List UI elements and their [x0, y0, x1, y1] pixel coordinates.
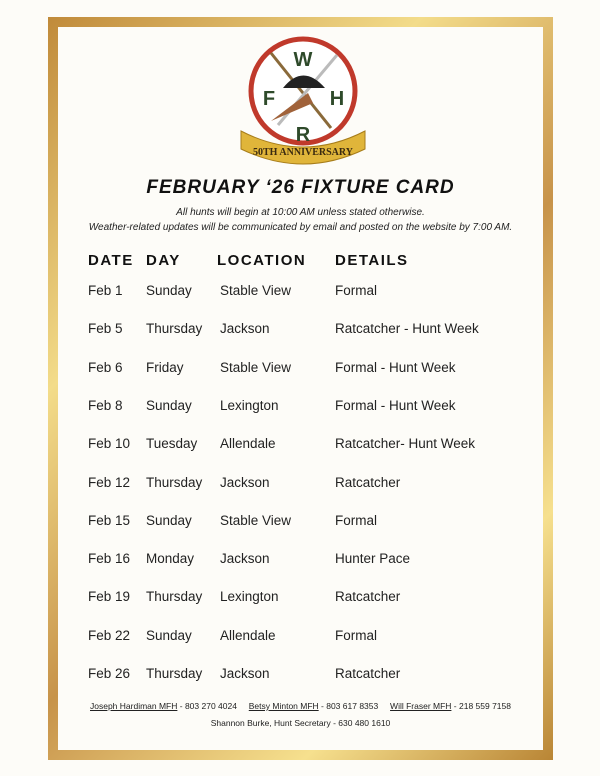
contact-phone: - 803 270 4024 [177, 701, 237, 711]
fixture-details: Ratcatcher- Hunt Week [335, 436, 476, 452]
fixture-details: Hunter Pace [335, 551, 411, 567]
contact-phone: - 218 559 7158 [451, 701, 511, 711]
fixture-card [58, 27, 543, 750]
fixture-details: Formal [335, 283, 378, 298]
secretary-line: Shannon Burke, Hunt Secretary - 630 480 1610 [210, 718, 391, 728]
fixture-location: Stable View [220, 359, 292, 375]
fixture-location: Jackson [220, 474, 270, 490]
fixture-date: Feb 8 [88, 397, 123, 413]
fixture-date: Feb 10 [88, 436, 131, 452]
fixture-date: Feb 19 [88, 589, 131, 605]
svg-text:R: R [295, 124, 311, 146]
club-logo [233, 33, 373, 169]
page-title: FEBRUARY ‘26 FIXTURE CARD [146, 177, 455, 198]
fixture-row [58, 398, 543, 418]
fixture-date: Feb 15 [88, 512, 131, 528]
header-location: LOCATION [217, 252, 307, 269]
fixture-date: Feb 26 [88, 666, 131, 681]
start-time-note: All hunts will begin at 10:00 AM unless stated otherwise. [176, 207, 425, 218]
fixture-details: Formal [335, 627, 378, 643]
fixture-day: Friday [146, 359, 184, 375]
fixture-location: Lexington [220, 397, 279, 413]
fixture-date: Feb 5 [88, 321, 123, 337]
fixture-row [58, 666, 543, 686]
fixture-row [58, 551, 543, 571]
fixture-location: Stable View [220, 512, 292, 528]
fixture-location: Lexington [220, 589, 279, 605]
contact-phone: - 803 617 8353 [318, 701, 379, 711]
weather-note: Weather-related updates will be communicated by email and posted on the website by 7:00 AM. [88, 222, 513, 233]
contact-name[interactable]: Joseph Hardiman MFH [90, 701, 178, 711]
fixture-location: Stable View [220, 283, 292, 298]
fixture-row [58, 436, 543, 456]
fixture-date: Feb 1 [88, 283, 123, 298]
fixture-details: Ratcatcher [335, 589, 401, 605]
fixture-day: Thursday [146, 474, 203, 490]
fixture-location: Jackson [220, 666, 270, 681]
header-day: DAY [146, 252, 181, 269]
fixture-row [58, 321, 543, 341]
fixture-date: Feb 12 [88, 474, 131, 490]
fixture-row [58, 628, 543, 648]
fixture-row [58, 475, 543, 495]
fixture-date: Feb 6 [88, 359, 123, 375]
fixture-day: Thursday [146, 589, 203, 605]
fixture-details: Formal - Hunt Week [335, 359, 456, 375]
fixture-location: Allendale [220, 627, 276, 643]
svg-text:W: W [293, 49, 313, 71]
fixture-row [58, 513, 543, 533]
fixture-details: Formal [335, 512, 378, 528]
fixture-details: Ratcatcher [335, 474, 401, 490]
header-date: DATE [88, 252, 134, 269]
fixture-date: Feb 16 [88, 551, 131, 567]
fixture-location: Jackson [220, 551, 270, 567]
fixture-details: Formal - Hunt Week [335, 397, 456, 413]
fixture-day: Sunday [146, 627, 192, 643]
fixture-details: Ratcatcher - Hunt Week [335, 321, 479, 337]
contact-name[interactable]: Betsy Minton MFH [248, 701, 319, 711]
contact-name[interactable]: Will Fraser MFH [390, 701, 452, 711]
svg-text:50TH ANNIVERSARY: 50TH ANNIVERSARY [253, 147, 353, 158]
contacts-line [58, 701, 543, 711]
fixture-day: Thursday [146, 666, 203, 681]
svg-text:H: H [329, 88, 345, 110]
fixture-row [58, 283, 543, 303]
svg-text:F: F [262, 88, 276, 110]
fixture-day: Monday [146, 551, 195, 567]
fixture-location: Allendale [220, 436, 276, 452]
fixture-day: Thursday [146, 321, 203, 337]
fixture-row [58, 589, 543, 609]
fixture-day: Sunday [146, 512, 192, 528]
fixture-row [58, 360, 543, 380]
fixture-day: Sunday [146, 283, 192, 298]
fixture-day: Sunday [146, 397, 192, 413]
fixture-date: Feb 22 [88, 627, 131, 643]
header-details: DETAILS [335, 252, 409, 269]
fixture-day: Tuesday [146, 436, 198, 452]
fixture-location: Jackson [220, 321, 270, 337]
fixture-details: Ratcatcher [335, 666, 401, 681]
gold-frame [48, 17, 553, 760]
